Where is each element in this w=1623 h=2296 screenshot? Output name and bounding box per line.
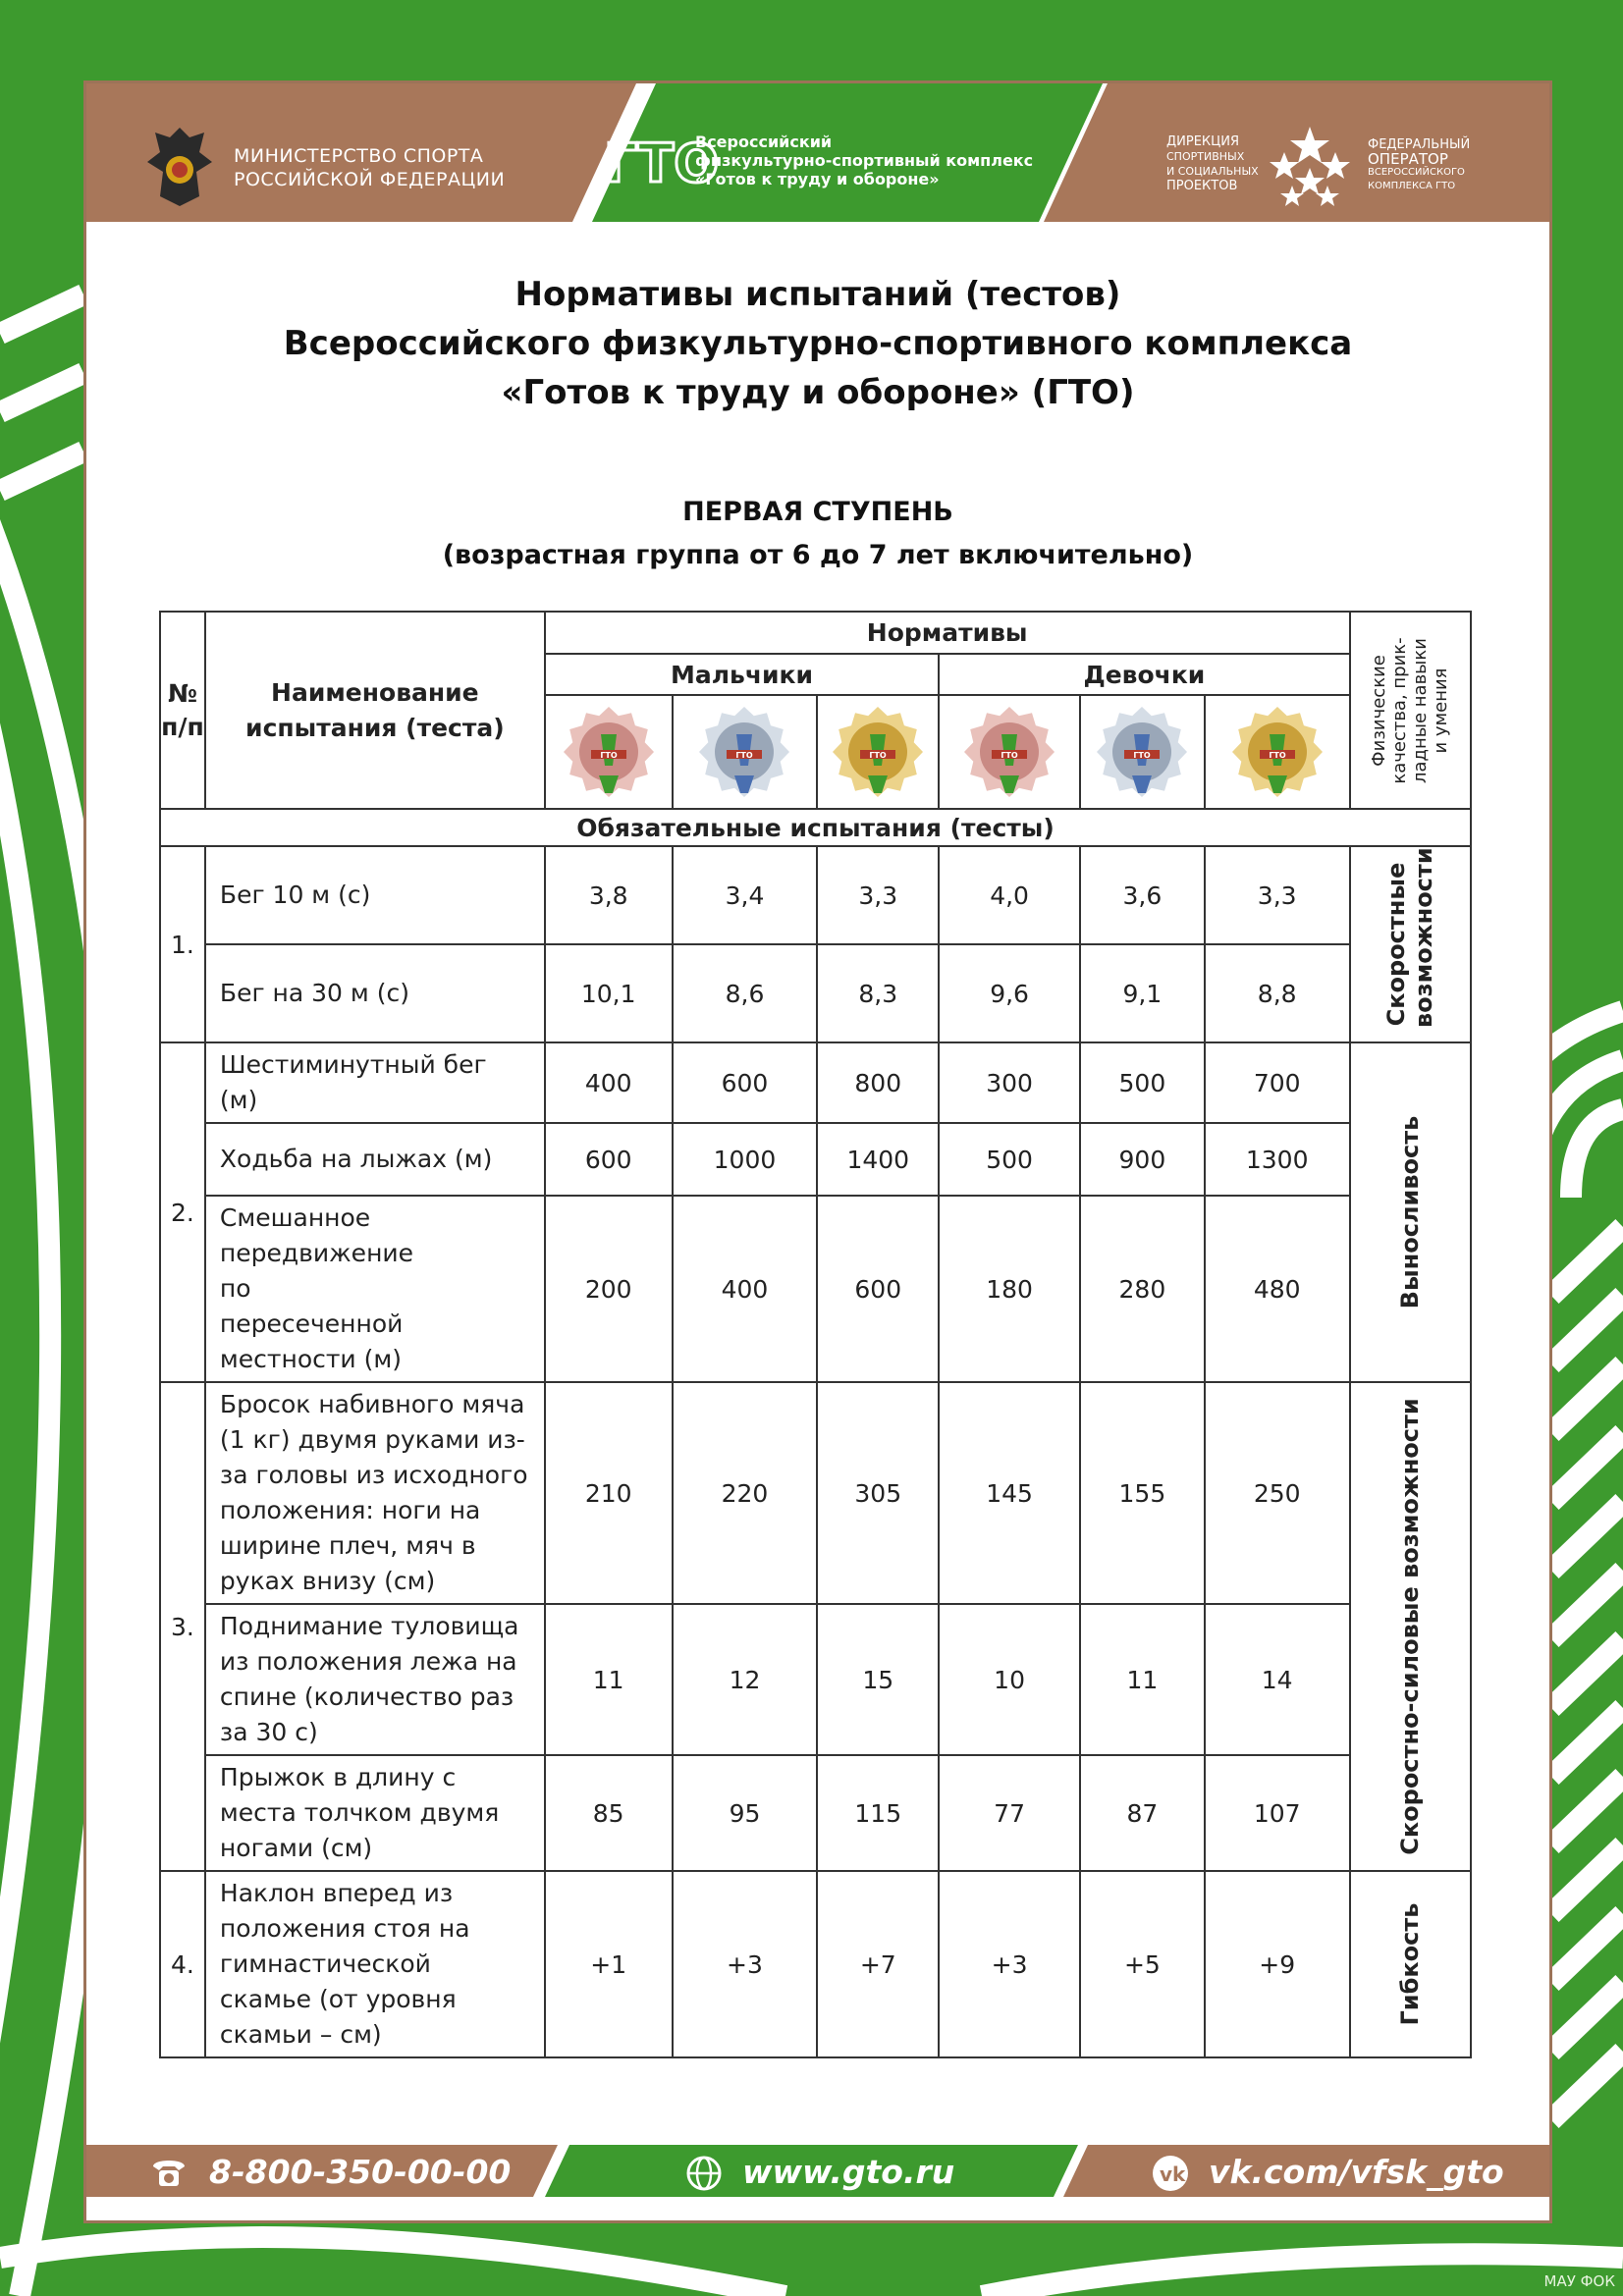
footer-phone: 8-800-350-00-00 xyxy=(209,2153,512,2191)
value-cell: 145 xyxy=(939,1382,1080,1604)
qualities-label: Физические качества, прик-ладные навыки и умения xyxy=(1369,636,1452,784)
value-cell: 600 xyxy=(545,1123,673,1196)
gto-badge-icon xyxy=(831,705,925,799)
value-cell: +3 xyxy=(939,1871,1080,2057)
value-cell: 9,6 xyxy=(939,944,1080,1042)
badge-cell xyxy=(939,695,1080,809)
value-cell: 3,6 xyxy=(1080,846,1205,944)
gto-line-3: «Готов к труду и обороне» xyxy=(695,170,940,188)
svg-text:ГТО: ГТО xyxy=(735,751,754,760)
group-number: 4. xyxy=(160,1871,205,2057)
gto-complex-name xyxy=(695,133,1033,188)
directorate-line-3: И СОЦИАЛЬНЫХ xyxy=(1166,165,1259,178)
col-header-num: № п/п xyxy=(160,612,205,809)
operator-line-2: ОПЕРАТОР xyxy=(1368,150,1448,168)
badge-cell xyxy=(817,695,939,809)
gto-line-2: физкультурно-спортивный комплекс xyxy=(695,151,1034,170)
stage-title xyxy=(86,491,1549,577)
value-cell: 3,3 xyxy=(817,846,939,944)
stage-line-1: ПЕРВАЯ СТУПЕНЬ xyxy=(682,497,953,527)
svg-text:ГТО: ГТО xyxy=(1001,751,1018,760)
value-cell: 280 xyxy=(1080,1196,1205,1382)
test-name: Шестиминутный бег (м) xyxy=(205,1042,545,1123)
col-header-qualities xyxy=(1350,612,1471,809)
value-cell: 220 xyxy=(673,1382,818,1604)
value-cell: 700 xyxy=(1205,1042,1350,1123)
value-cell: +7 xyxy=(817,1871,939,2057)
value-cell: +3 xyxy=(673,1871,818,2057)
gto-line-1: Всероссийский xyxy=(695,133,833,151)
svg-text:ГТО: ГТО xyxy=(869,751,887,760)
directorate-name xyxy=(1166,134,1259,193)
value-cell: 155 xyxy=(1080,1382,1205,1604)
test-name-text: Прыжок в длину с места толчком двумя ногами (см) xyxy=(219,1763,500,1862)
col-header-norms: Нормативы xyxy=(545,612,1350,654)
value-cell: 14 xyxy=(1205,1604,1350,1755)
title-line-1: Нормативы испытаний (тестов) xyxy=(514,275,1121,314)
col-header-name: Наименование испытания (теста) xyxy=(205,612,545,809)
quality-label: Выносливость xyxy=(1396,1115,1425,1309)
svg-text:vk: vk xyxy=(1160,2163,1186,2186)
test-name: Наклон вперед из положения стоя на гимнастической скамье (от уровня скамьи – см) xyxy=(205,1871,545,2057)
quality-cell xyxy=(1350,1042,1471,1382)
value-cell: 1000 xyxy=(673,1123,818,1196)
badge-cell xyxy=(1205,695,1350,809)
table-row xyxy=(160,1123,1471,1196)
test-name: Бег на 30 м (с) xyxy=(205,944,545,1042)
table-row xyxy=(160,944,1471,1042)
value-cell: 11 xyxy=(545,1604,673,1755)
table-row xyxy=(160,1604,1471,1755)
value-cell: +5 xyxy=(1080,1871,1205,2057)
watermark: МАУ ФОК xyxy=(1543,2272,1615,2290)
value-cell: 87 xyxy=(1080,1755,1205,1871)
test-name: Бросок набивного мяча (1 кг) двумя руками из-за головы из исходного положения: ноги на ширине плеч, мяч в руках внизу (см) xyxy=(205,1382,545,1604)
quality-label: Скоростно-силовые возможности xyxy=(1396,1398,1425,1855)
test-name: Поднимание туловища из положения лежа на спине (количество раз за 30 с) xyxy=(205,1604,545,1755)
group-number: 3. xyxy=(160,1382,205,1871)
svg-text:ГТО: ГТО xyxy=(1133,751,1152,760)
badge-cell xyxy=(545,695,673,809)
ministry-line-2: РОССИЙСКОЙ ФЕДЕРАЦИИ xyxy=(234,169,506,190)
col-header-boys: Мальчики xyxy=(545,654,939,695)
col-header-girls: Девочки xyxy=(939,654,1349,695)
ministry-emblem-icon xyxy=(145,123,214,211)
group-number: 2. xyxy=(160,1042,205,1382)
value-cell: 11 xyxy=(1080,1604,1205,1755)
directorate-line-1: ДИРЕКЦИЯ xyxy=(1166,134,1240,149)
document-card xyxy=(83,80,1552,2223)
directorate-line-2: СПОРТИВНЫХ xyxy=(1166,150,1245,163)
value-cell: 10 xyxy=(939,1604,1080,1755)
operator-line-1: ФЕДЕРАЛЬНЫЙ xyxy=(1368,137,1471,152)
value-cell: 3,4 xyxy=(673,846,818,944)
value-cell: 115 xyxy=(817,1755,939,1871)
ministry-line-1: МИНИСТЕРСТВО СПОРТА xyxy=(234,145,484,167)
table-row xyxy=(160,846,1471,944)
value-cell: 15 xyxy=(817,1604,939,1755)
quality-label: Скоростные возможности xyxy=(1382,847,1438,1028)
quality-cell xyxy=(1350,1382,1471,1871)
quality-label: Гибкость xyxy=(1396,1902,1425,2026)
value-cell: 9,1 xyxy=(1080,944,1205,1042)
value-cell: 180 xyxy=(939,1196,1080,1382)
value-cell: 600 xyxy=(673,1042,818,1123)
value-cell: 305 xyxy=(817,1382,939,1604)
group-number: 1. xyxy=(160,846,205,1042)
value-cell: 210 xyxy=(545,1382,673,1604)
value-cell: 400 xyxy=(545,1042,673,1123)
value-cell: 300 xyxy=(939,1042,1080,1123)
value-cell: 900 xyxy=(1080,1123,1205,1196)
value-cell: 500 xyxy=(939,1123,1080,1196)
footer-vk-link[interactable]: vk.com/vfsk_gto xyxy=(1209,2153,1504,2191)
value-cell: 480 xyxy=(1205,1196,1350,1382)
value-cell: 3,3 xyxy=(1205,846,1350,944)
gto-badge-icon xyxy=(697,705,791,799)
federal-operator-name xyxy=(1368,138,1470,193)
title-line-2: Всероссийского физкультурно-спортивного комплекса xyxy=(283,324,1353,363)
test-name-text: Смешанное передвижение по пересеченной местности (м) xyxy=(219,1203,414,1373)
norms-table xyxy=(159,611,1472,2058)
badge-cell xyxy=(1080,695,1205,809)
table-row xyxy=(160,1196,1471,1382)
globe-icon xyxy=(685,2155,723,2192)
value-cell: 400 xyxy=(673,1196,818,1382)
value-cell: 8,3 xyxy=(817,944,939,1042)
quality-cell xyxy=(1350,846,1471,1042)
table-row xyxy=(160,1042,1471,1123)
value-cell: 12 xyxy=(673,1604,818,1755)
gto-badge-icon xyxy=(1230,705,1325,799)
table-row xyxy=(160,1382,1471,1604)
test-name: Бег 10 м (с) xyxy=(205,846,545,944)
section-mandatory: Обязательные испытания (тесты) xyxy=(160,809,1471,846)
value-cell: 107 xyxy=(1205,1755,1350,1871)
value-cell: 250 xyxy=(1205,1382,1350,1604)
value-cell: 77 xyxy=(939,1755,1080,1871)
value-cell: 85 xyxy=(545,1755,673,1871)
value-cell: 3,8 xyxy=(545,846,673,944)
value-cell: 200 xyxy=(545,1196,673,1382)
document-title xyxy=(86,270,1549,417)
svg-text:ГТО: ГТО xyxy=(600,751,618,760)
test-name xyxy=(205,1755,545,1871)
title-line-3: «Готов к труду и обороне» (ГТО) xyxy=(501,373,1135,412)
phone-icon xyxy=(149,2155,189,2190)
gto-badge-icon xyxy=(962,705,1056,799)
stage-line-2: (возрастная группа от 6 до 7 лет включительно) xyxy=(442,540,1194,570)
gto-badge-icon xyxy=(1095,705,1189,799)
value-cell: 10,1 xyxy=(545,944,673,1042)
vk-icon xyxy=(1152,2155,1189,2192)
value-cell: 1400 xyxy=(817,1123,939,1196)
value-cell: 500 xyxy=(1080,1042,1205,1123)
value-cell: +9 xyxy=(1205,1871,1350,2057)
operator-line-3: ВСЕРОССИЙСКОГО xyxy=(1368,167,1465,178)
value-cell: 600 xyxy=(817,1196,939,1382)
value-cell: +1 xyxy=(545,1871,673,2057)
value-cell: 800 xyxy=(817,1042,939,1123)
value-cell: 8,8 xyxy=(1205,944,1350,1042)
directorate-line-4: ПРОЕКТОВ xyxy=(1166,179,1238,193)
badge-cell xyxy=(673,695,818,809)
star-logo-icon xyxy=(1265,123,1355,213)
value-cell: 4,0 xyxy=(939,846,1080,944)
svg-text:ГТО: ГТО xyxy=(1268,751,1286,760)
footer-site-link[interactable]: www.gto.ru xyxy=(742,2153,955,2191)
table-row xyxy=(160,1871,1471,2057)
value-cell: 95 xyxy=(673,1755,818,1871)
test-name: Ходьба на лыжах (м) xyxy=(205,1123,545,1196)
operator-line-4: КОМПЛЕКСА ГТО xyxy=(1368,181,1456,191)
test-name xyxy=(205,1196,545,1382)
ministry-name xyxy=(234,144,505,191)
value-cell: 1300 xyxy=(1205,1123,1350,1196)
gto-logo-icon xyxy=(602,131,720,194)
gto-badge-icon xyxy=(562,705,656,799)
quality-cell xyxy=(1350,1871,1471,2057)
svg-text:ГТО: ГТО xyxy=(604,133,720,194)
table-row xyxy=(160,1755,1471,1871)
value-cell: 8,6 xyxy=(673,944,818,1042)
